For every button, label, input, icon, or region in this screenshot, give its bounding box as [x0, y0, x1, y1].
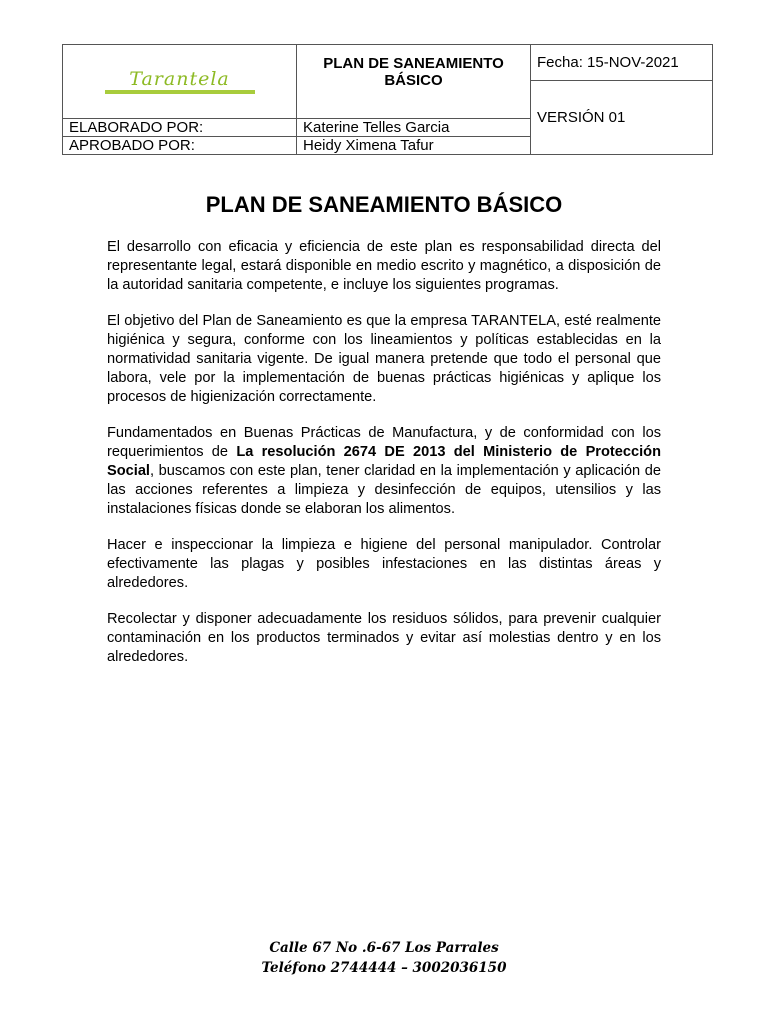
footer-address: Calle 67 No .6-67 Los Parrales	[269, 940, 499, 956]
header-title-line1: PLAN DE SANEAMIENTO	[323, 55, 504, 72]
logo-wordmark: Tarantela	[129, 67, 230, 90]
aprobado-label: APROBADO POR:	[63, 137, 297, 155]
header-date: Fecha: 15-NOV-2021	[531, 45, 713, 81]
paragraph-foundation	[107, 424, 661, 519]
document-header-table	[62, 44, 713, 155]
aprobado-value: Heidy Ximena Tafur	[297, 137, 531, 155]
document-body	[107, 238, 661, 684]
resolution-reference: La resolución 2674 DE 2013 del Ministerio de Protección Social	[107, 444, 661, 479]
logo-tagline-bar	[105, 90, 255, 94]
page-footer	[0, 938, 768, 978]
paragraph-foundation-rest: , buscamos con este plan, tener claridad en la implementación y aplicación de las acciones referentes a limpieza y desinfección de equipos, utensilios y las instalaciones físicas donde se elaboran los alimentos.	[107, 463, 661, 517]
paragraph-responsibility: El desarrollo con eficacia y eficiencia de este plan es responsabilidad directa del representante legal, estará disponible en medio escrito y magnético, a disposición de la autoridad sanitaria competente, e incluye los siguientes programas.	[107, 239, 661, 293]
header-title-line2: BÁSICO	[384, 72, 443, 89]
paragraph-inspection: Hacer e inspeccionar la limpieza e higiene del personal manipulador. Controlar efectivamente las plagas y posibles infestaciones en las distintas áreas y alrededores.	[107, 537, 661, 591]
paragraph-foundation-intro: Fundamentados en Buenas Prácticas de Manufactura, y de conformidad con los requerimientos de	[107, 425, 661, 460]
elaborado-label: ELABORADO POR:	[63, 119, 297, 137]
header-version: VERSIÓN 01	[531, 81, 713, 155]
header-title	[297, 45, 531, 119]
document-title: PLAN DE SANEAMIENTO BÁSICO	[205, 192, 563, 217]
logo-cell	[63, 45, 297, 119]
footer-phone: Teléfono 2744444 – 3002036150	[261, 960, 507, 976]
elaborado-value: Katerine Telles Garcia	[297, 119, 531, 137]
paragraph-waste: Recolectar y disponer adecuadamente los residuos sólidos, para prevenir cualquier contaminación en los productos terminados y evitar así molestias dentro y en los alrededores.	[107, 611, 661, 665]
paragraph-objective: El objetivo del Plan de Saneamiento es que la empresa TARANTELA, esté realmente higiénica y segura, conforme con los lineamientos y políticas establecidas en la normatividad sanitaria vigente. De igual manera pretende que todo el personal que labora, vele por la implementación de buenas prácticas higiénicas y aplique los procesos de higienización correctamente.	[107, 313, 661, 405]
company-logo	[105, 67, 255, 94]
